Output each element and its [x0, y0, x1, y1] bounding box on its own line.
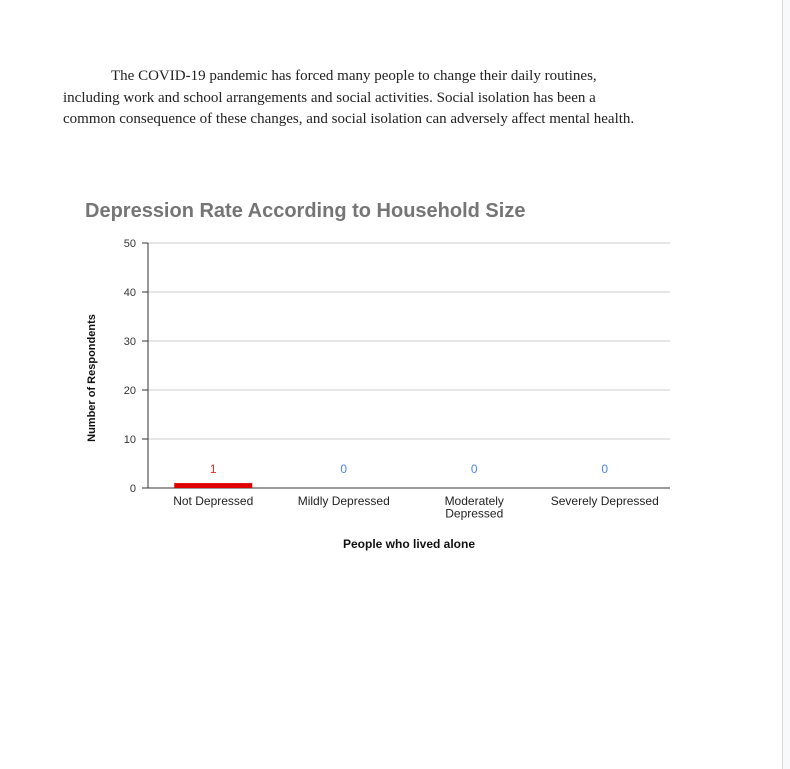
y-tick-label: 30 — [123, 336, 136, 348]
x-category-label: Not Depressed — [173, 494, 254, 508]
data-label: 0 — [340, 462, 348, 476]
y-tick-label: 50 — [123, 238, 136, 250]
paragraph-line: common consequence of these changes, and social isolation can adversely affect mental health. — [63, 111, 635, 127]
y-tick-label: 20 — [123, 385, 136, 397]
paragraph-line: The COVID-19 pandemic has forced many people to change their daily routines, — [111, 68, 597, 84]
x-category-label: Severely Depressed — [550, 494, 659, 508]
data-label: 0 — [601, 462, 609, 476]
chart-title: Depression Rate According to Household Size — [85, 200, 526, 222]
y-axis-title: Number of Respondents — [86, 314, 98, 442]
paragraph-line: including work and school arrangements and social activities. Social isolation has been a — [63, 89, 596, 106]
x-category-label: Depressed — [445, 506, 504, 521]
x-axis-title: People who lived alone — [342, 537, 476, 551]
bar — [174, 483, 252, 488]
y-tick-label: 10 — [123, 434, 136, 446]
x-category-label: Moderately — [444, 494, 504, 508]
y-tick-label: 40 — [123, 287, 136, 299]
data-label: 0 — [470, 462, 478, 476]
data-label: 1 — [209, 462, 217, 477]
x-category-label: Mildly Depressed — [297, 494, 390, 508]
y-tick-label: 0 — [129, 483, 136, 495]
